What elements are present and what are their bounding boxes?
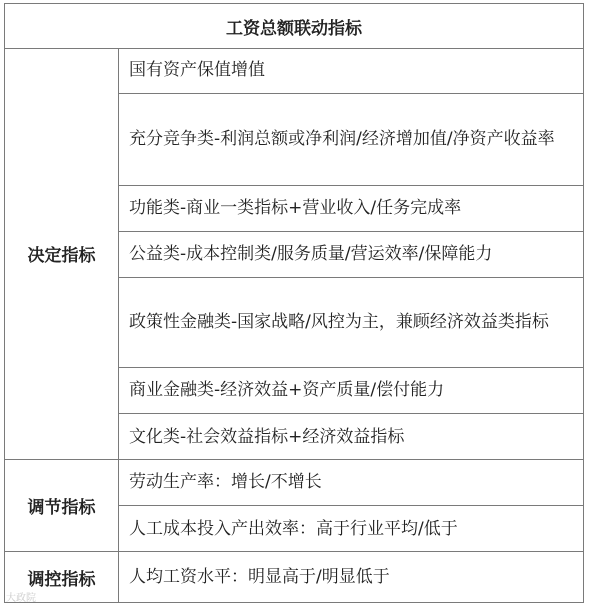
cell-text: 商业金融类-经济效益+资产质量/偿付能力 xyxy=(129,380,445,400)
table-cell xyxy=(119,186,583,232)
table-cell xyxy=(119,506,583,552)
watermark: 大政院 xyxy=(6,593,36,604)
table-cell xyxy=(119,232,583,278)
table-cell xyxy=(119,414,583,460)
cell-text: 公益类-成本控制类/服务质量/营运效率/保障能力 xyxy=(129,244,493,264)
table-cell xyxy=(119,94,583,186)
group-label: 调节指标 xyxy=(5,460,119,551)
cell-text: 文化类-社会效益指标+经济效益指标 xyxy=(129,426,405,447)
table-cell xyxy=(119,278,583,368)
table-cell xyxy=(119,48,583,94)
table-cell xyxy=(119,368,583,414)
cell-text: 功能类-商业一类指标+营业收入/任务完成率 xyxy=(129,198,462,218)
cell-text: 国有资产保值增值 xyxy=(129,60,265,80)
cell-text: 人均工资水平：明显高于/明显低于 xyxy=(129,566,390,587)
cell-text: 政策性金融类-国家战略/风控为主，兼顾经济效益类指标 xyxy=(129,312,549,332)
table-title: 工资总额联动指标 xyxy=(5,4,583,49)
cell-text: 劳动生产率：增长/不增长 xyxy=(129,472,322,492)
group-label: 调控指标 xyxy=(5,552,119,602)
group-adjusting xyxy=(5,460,583,552)
table-cell xyxy=(119,552,583,602)
indicator-table xyxy=(4,3,584,603)
cell-text: 人工成本投入产出效率：高于行业平均/低于 xyxy=(129,518,458,539)
cell-text: 充分竞争类-利润总额或净利润/经济增加值/净资产收益率 xyxy=(129,129,555,149)
table-cell xyxy=(119,460,583,506)
group-regulating xyxy=(5,552,583,602)
group-label: 决定指标 xyxy=(5,48,119,459)
group-decisive xyxy=(5,48,583,460)
